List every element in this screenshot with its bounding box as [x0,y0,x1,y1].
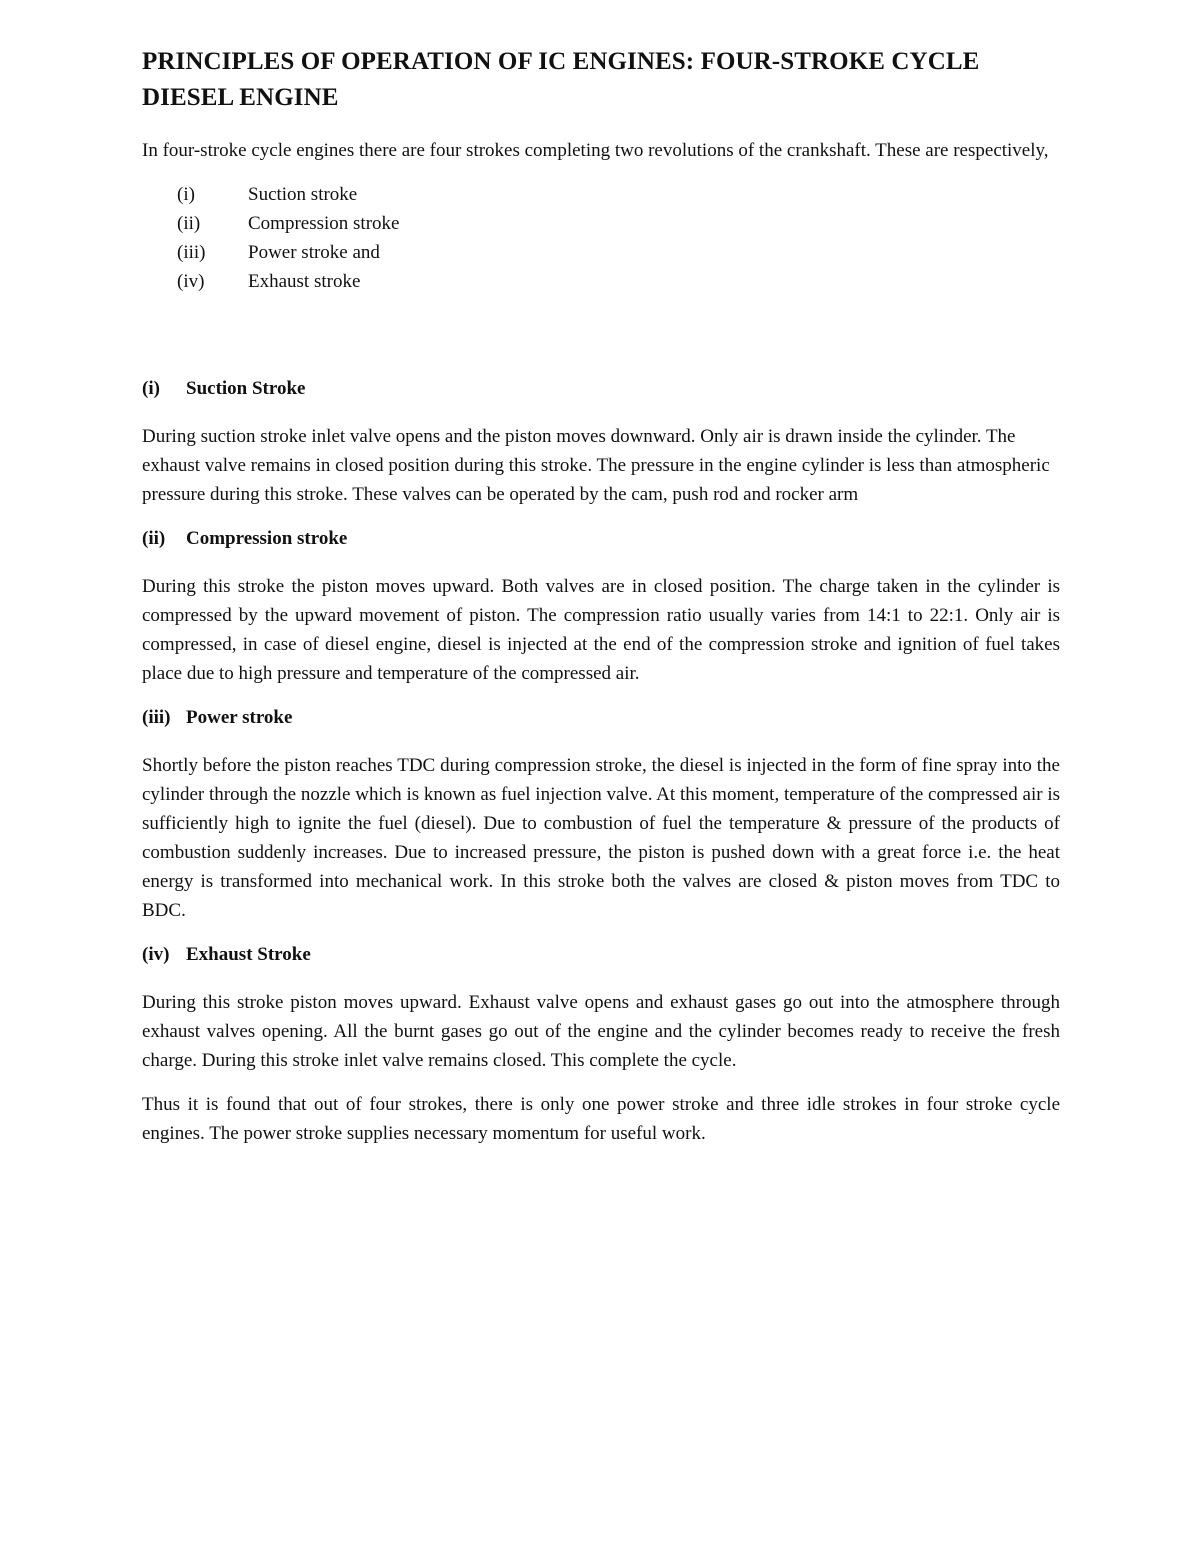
section-heading [142,524,1060,553]
section-title: Exhaust Stroke [186,944,311,965]
section-power-stroke [142,703,1060,925]
section-heading [142,940,1060,969]
section-title: Compression stroke [186,528,348,549]
section-paragraph: During this stroke the piston moves upward. Both valves are in closed position. The charge taken in the cylinder is compressed by the upward movement of piston. The compression ratio usually varies from 14:1 to 22:1. Only air is compressed, in case of diesel engine, diesel is injected at the end of the compression stroke and ignition of fuel takes place due to high pressure and temperature of the compressed air. [142,576,1060,684]
section-title: Power stroke [186,707,293,728]
section-paragraph: During this stroke piston moves upward. Exhaust valve opens and exhaust gases go out into the atmosphere through exhaust valves opening. All the burnt gases go out of the engine and the cylinder becomes ready to receive the fresh charge. During this stroke inlet valve remains closed. This complete the cycle. [142,992,1060,1071]
section-paragraph: Shortly before the piston reaches TDC during compression stroke, the diesel is injected in the form of fine spray into the cylinder through the nozzle which is known as fuel injection valve. At this moment, temperature of the compressed air is sufficiently high to ignite the fuel (diesel). Due to combustion of fuel the temperature & pressure of the products of combustion suddenly increases. Due to increased pressure, the piston is pushed down with a great force i.e. the heat energy is transformed into mechanical work. In this stroke both the valves are closed & piston moves from TDC to BDC. [142,755,1060,921]
list-item [177,180,1060,209]
conclusion-paragraph: Thus it is found that out of four strokes, there is only one power stroke and three idle strokes in four stroke cycle engines. The power stroke supplies necessary momentum for useful work. [142,1094,1060,1144]
section-paragraph: During suction stroke inlet valve opens and the piston moves downward. Only air is drawn inside the cylinder. The exhaust valve remains in closed position during this stroke. The pressure in the engine cylinder is less than atmospheric pressure during this stroke. These valves can be operated by the cam, push rod and rocker arm [142,426,1050,505]
section-number: (i) [142,378,160,399]
section-heading [142,374,1060,403]
section-suction-stroke [142,374,1060,509]
list-item-label: Power stroke and [248,242,380,263]
list-item [177,267,1060,296]
list-item [177,238,1060,267]
section-compression-stroke [142,524,1060,688]
list-item-number: (i) [177,184,195,205]
section-heading [142,703,1060,732]
list-item [177,209,1060,238]
list-item-label: Exhaust stroke [248,271,361,292]
list-item-number: (iii) [177,242,206,263]
list-item-number: (iv) [177,271,205,292]
list-item-number: (ii) [177,213,201,234]
document-page [142,44,1060,1163]
list-item-label: Suction stroke [248,184,358,205]
document-title: PRINCIPLES OF OPERATION OF IC ENGINES: FOUR-STROKE CYCLE DIESEL ENGINE [142,48,980,111]
section-title: Suction Stroke [186,378,306,399]
section-number: (iii) [142,707,171,728]
section-number: (iv) [142,944,170,965]
section-exhaust-stroke [142,940,1060,1075]
list-item-label: Compression stroke [248,213,400,234]
intro-paragraph: In four-stroke cycle engines there are four strokes completing two revolutions of the crankshaft. These are respectively, [142,140,1049,161]
strokes-list [177,180,1060,296]
section-number: (ii) [142,528,166,549]
